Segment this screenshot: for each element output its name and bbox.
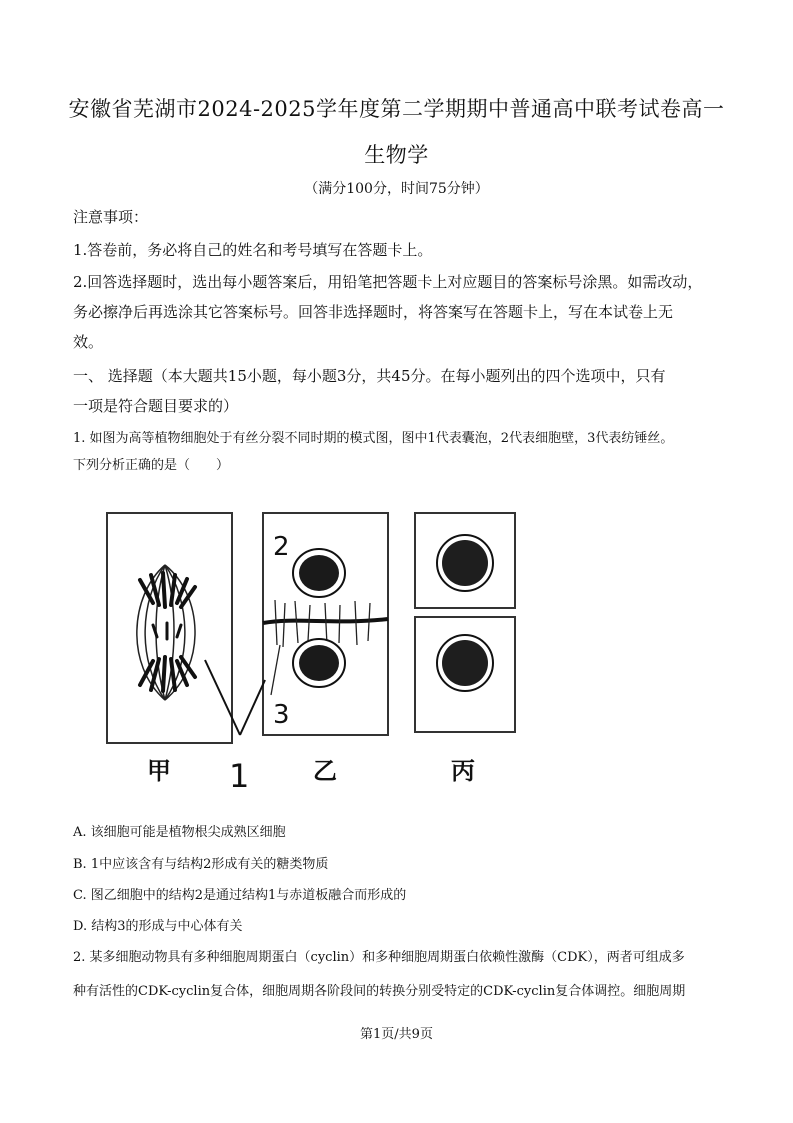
page-footer: 第1页/共9页 [360, 1027, 433, 1042]
label-2: 2 [273, 532, 290, 562]
cell-jia [107, 513, 232, 743]
option-a: A. 该细胞可能是植物根尖成熟区细胞 [73, 825, 286, 840]
label-3: 3 [273, 700, 290, 730]
option-b: B. 1中应该含有与结构2形成有关的糖类物质 [73, 857, 329, 872]
label-yi: 乙 [313, 757, 337, 785]
question-2-line-2: 种有活性的CDK-cyclin复合体，细胞周期各阶段间的转换分别受特定的CDK-cyclin复合体调控。细胞周期 [73, 984, 686, 999]
label-bing: 丙 [451, 757, 475, 785]
label-jia: 甲 [147, 757, 171, 785]
section-heading-line-2: 一项是符合题目要求的） [73, 397, 239, 415]
label-1: 1 [229, 757, 250, 795]
mitosis-figure [95, 495, 575, 810]
question-2-line-1: 2. 某多细胞动物具有多种细胞周期蛋白（cyclin）和多种细胞周期蛋白依赖性激酶（CDK），两者可组成多 [73, 950, 685, 965]
cell-bing [415, 513, 515, 732]
document-subject: 生物学 [364, 143, 429, 167]
question-1-stem-line-1: 1. 如图为高等植物细胞处于有丝分裂不同时期的模式图，图中1代表囊泡，2代表细胞壁，3代表纺锤丝。 [73, 431, 674, 446]
mitosis-diagram [95, 495, 575, 810]
notice-item-1: 1.答卷前，务必将自己的姓名和考号填写在答题卡上。 [73, 241, 433, 259]
exam-info: （满分100分，时间75分钟） [304, 181, 489, 197]
notice-item-2-line-2: 务必擦净后再选涂其它答案标号。回答非选择题时，将答案写在答题卡上，写在本试卷上无 [73, 303, 674, 321]
section-heading-line-1: 一、 选择题（本大题共15小题，每小题3分，共45分。在每小题列出的四个选项中，只有 [73, 367, 666, 385]
document-title: 安徽省芜湖市2024-2025学年度第二学期期中普通高中联考试卷高一 [68, 97, 725, 121]
notice-heading: 注意事项： [73, 208, 149, 226]
notice-item-2-line-3: 效。 [73, 333, 104, 351]
question-1-stem-line-2: 下列分析正确的是（ ） [73, 458, 230, 473]
option-d: D. 结构3的形成与中心体有关 [73, 919, 243, 934]
option-c: C. 图乙细胞中的结构2是通过结构1与赤道板融合而形成的 [73, 888, 407, 903]
notice-item-2-line-1: 2.回答选择题时，选出每小题答案后，用铅笔把答题卡上对应题目的答案标号涂黑。如需改动， [73, 273, 703, 291]
